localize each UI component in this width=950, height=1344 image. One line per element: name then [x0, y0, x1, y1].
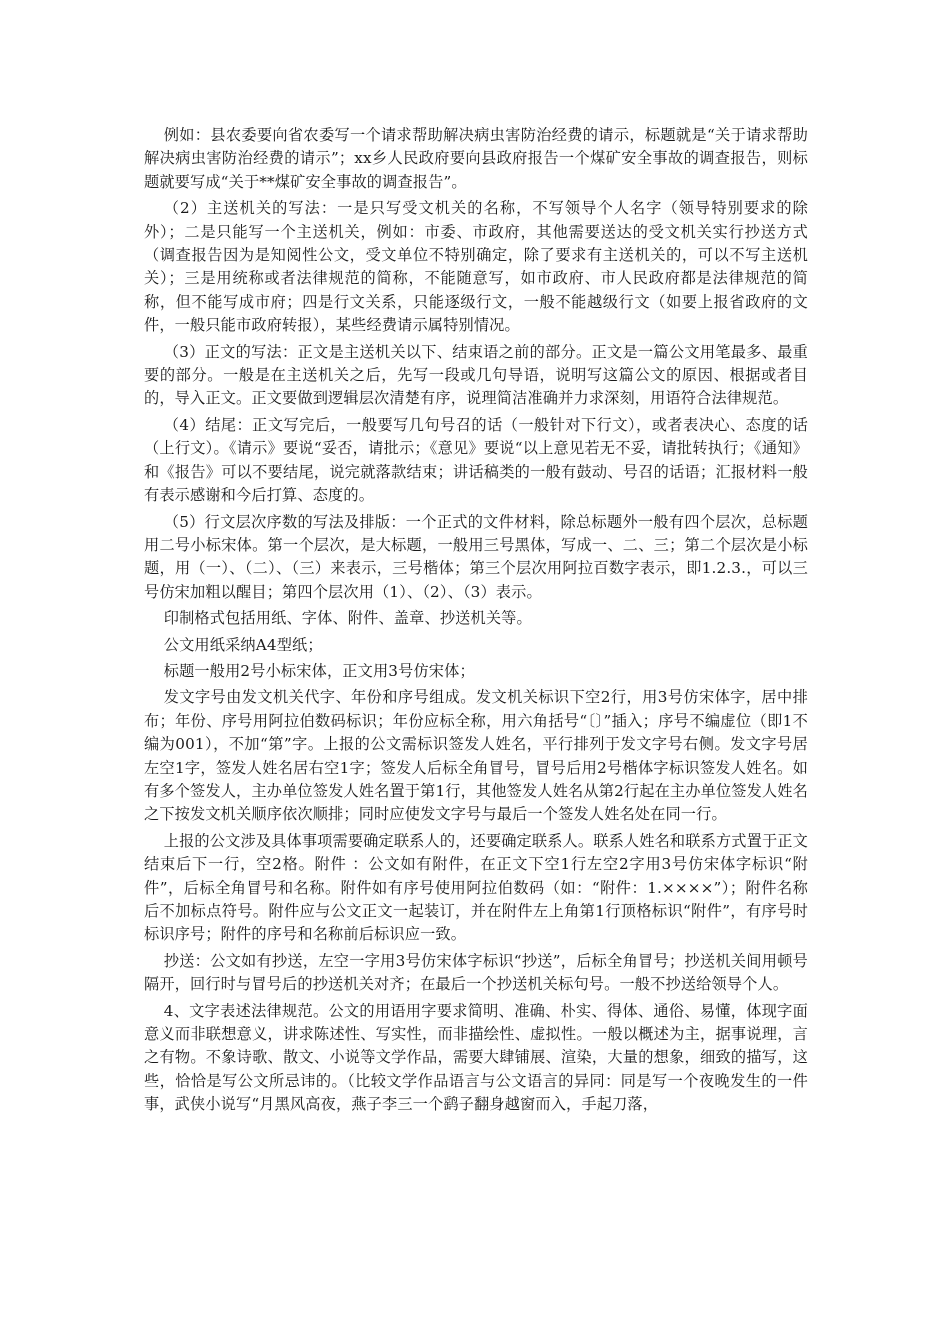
paragraph-cc: 抄送：公文如有抄送，左空一字用3号仿宋体字标识“抄送”，后标全角冒号；抄送机关间用顿号隔开，回行时与冒号后的抄送机关对齐；在最后一个抄送机关标句号。一般不抄送给领导个人。 [144, 951, 808, 994]
paragraph-print-format: 印制格式包括用纸、字体、附件、盖章、抄送机关等。 [163, 609, 532, 628]
paragraph-fonts: 标题一般用2号小标宋体，正文用3号仿宋体； [163, 661, 475, 680]
paragraph-main-recipient: （2）主送机关的写法：一是只写受文机关的名称，不写领导个人名字（领导特别要求的除外）；二是只能写一个主送机关，例如：市委、市政府，其他需要送达的受文机关实行抄送方式（调查报告因为是知阅性公文，受文单位不特别确定，除了要求有主送机关的，可以不写主送机关）；三是用统称或者法律规范的简称，不能随意写，如市政府、市人民政府都是法律规范的简称，但不能写成市府；四是行文关系，只能逐级行文，一般不能越级行文（如要上报省政府的文件，一般只能市政府转报），某些经费请示属特别情况。 [144, 199, 808, 335]
paragraph-document-number: 发文字号由发文机关代字、年份和序号组成。发文机关标识下空2行，用3号仿宋体字，居中排布；年份、序号用阿拉伯数码标识；年份应标全称，用六角括号“〔〕”插入；序号不编虚位（即1不编为001），不加“第”字。上报的公文需标识签发人姓名，平行排列于发文字号右侧。发文字号居左空1字，签发人姓名居右空1字；签发人后标全角冒号，冒号后用2号楷体字标识签发人姓名。如有多个签发人，主办单位签发人姓名置于第1行，其他签发人姓名从第2行起在主办单位签发人姓名之下按发文机关顺序依次顺排；同时应使发文字号与最后一个签发人姓名处在同一行。 [144, 688, 808, 824]
paragraph-paper-size: 公文用纸采纳A4型纸； [163, 635, 323, 654]
paragraph-language-norms: 4、文字表述法律规范。公文的用语用字要求简明、准确、朴实、得体、通俗、易懂，体现字面意义而非联想意义，讲求陈述性、写实性，而非描绘性、虚拟性。一般以概述为主，据事说理，言之有物。不象诗歌、散文、小说等文学作品，需要大肆铺展、渲染，大量的想象，细致的描写，这些，恰恰是写公文所忌讳的。（比较文学作品语言与公文语言的异同：同是写一个夜晚发生的一件事，武侠小说写“月黑风高夜，燕子李三一个鹞子翻身越窗而入，手起刀落， [144, 1001, 808, 1114]
paragraph-hierarchy-numbering: （5）行文层次序数的写法及排版：一个正式的文件材料，除总标题外一般有四个层次，总标题用二号小标宋体。第一个层次，是大标题，一般用三号黑体，写成一、二、三；第二个层次是小标题，用（一）、（二）、（三）来表示，三号楷体；第三个层次用阿拉百数字表示，即1.2.3.，可以三号仿宋加粗以醒目；第四个层次用（1）、（2）、（3）表示。 [144, 512, 808, 601]
paragraph-ending: （4）结尾：正文写完后，一般要写几句号召的话（一般针对下行文），或者表决心、态度的话（上行文）。《请示》要说“妥否，请批示；《意见》要说“以上意见若无不妥，请批转执行；《通知》和《报告》可以不要结尾，说完就落款结束；讲话稿类的一般有鼓动、号召的话语；汇报材料一般有表示感谢和今后打算、态度的。 [144, 415, 808, 505]
paragraph-contact-attachment: 上报的公文涉及具体事项需要确定联系人的，还要确定联系人。联系人姓名和联系方式置于正文结束后下一行，空2格。附件 ：公文如有附件，在正文下空1行左空2字用3号仿宋体字标识“附件”，后标全角冒号和名称。附件如有序号使用阿拉伯数码（如：“附件：1.××××”）；附件名称后不加标点符号。附件应与公文正文一起装订，并在附件左上角第1行顶格标识“附件”，有序号时标识序号；附件的序号和名称前后标识应一致。 [144, 831, 808, 944]
paragraph-title-example: 例如：县农委要向省农委写一个请求帮助解决病虫害防治经费的请示，标题就是“关于请求帮助解决病虫害防治经费的请示”；xx乡人民政府要向县政府报告一个煤矿安全事故的调查报告，则标题就要写成“关于**煤矿安全事故的调查报告”。 [144, 126, 808, 191]
paragraph-body-text: （3）正文的写法：正文是主送机关以下、结束语之前的部分。正文是一篇公文用笔最多、最重要的部分。一般是在主送机关之后，先写一段或几句导语，说明写这篇公文的原因、根据或者目的，导入正文。正文要做到逻辑层次清楚有序，说理简洁准确并力求深刻，用语符合法律规范。 [144, 342, 808, 408]
document-body [144, 124, 808, 1120]
